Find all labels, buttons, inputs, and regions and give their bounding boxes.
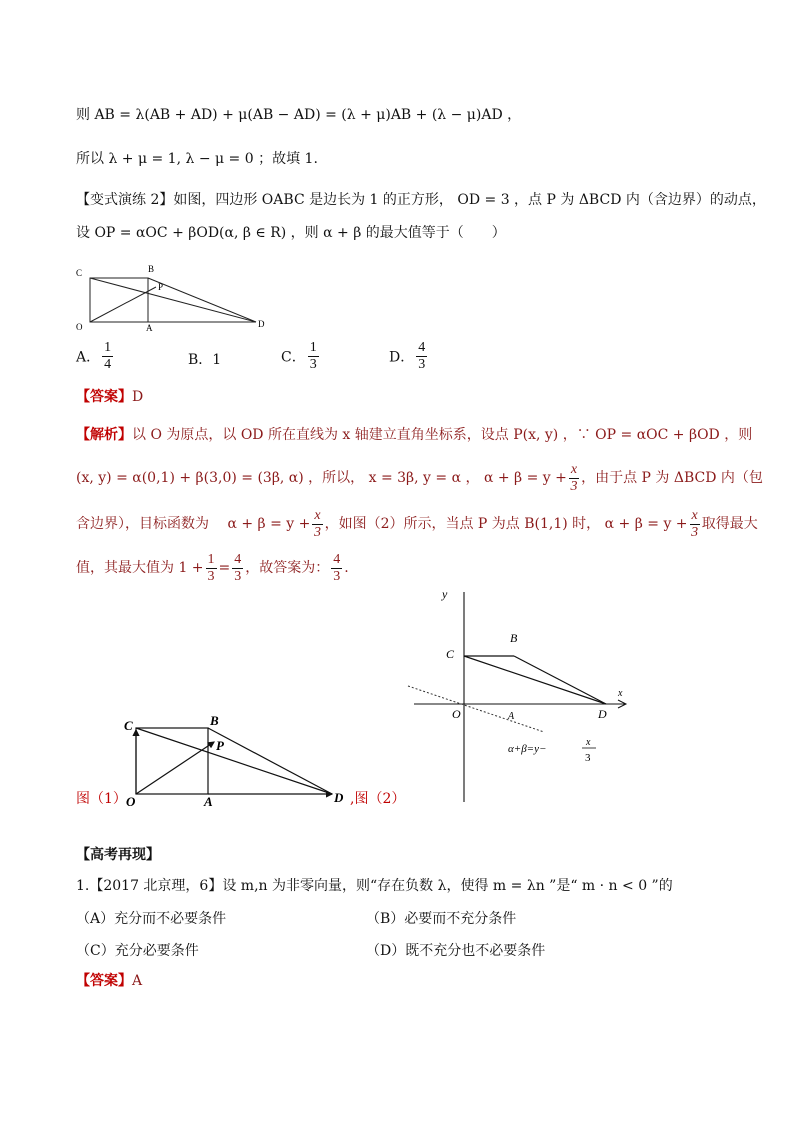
q1-option-d[interactable]: （D）既不充分也不必要条件 xyxy=(366,943,546,959)
answer-line-2 xyxy=(76,972,142,990)
label-c: C xyxy=(446,647,455,661)
answer-tag: 【答案】 xyxy=(76,973,132,989)
option-b[interactable]: B．1 xyxy=(188,352,222,368)
analysis-line-2: (x, y) = α(0,1) + β(3,0) = (3β, α) ，所以， x = 3β, y = α ， α + β = y + $\frac{x}{3}$ ，由于点 P 为 ΔBCD 内（包 xyxy=(76,461,763,494)
q1-option-c[interactable]: （C）充分必要条件 xyxy=(76,943,199,959)
fraction-1-over-3: $\frac{1}{3}$ xyxy=(207,551,215,584)
fraction-4-over-3-answer: $\frac{4}{3}$ xyxy=(333,551,341,584)
segment-bd xyxy=(514,656,606,704)
answer-line-1 xyxy=(76,388,143,406)
segment-cd xyxy=(90,278,256,322)
label-o: O xyxy=(452,707,461,721)
option-a[interactable]: A． $\frac{1}{4}$ xyxy=(76,340,112,372)
answer-value: D xyxy=(132,389,144,405)
segment-cd xyxy=(136,728,332,794)
analysis-tag: 【解析】 xyxy=(76,427,132,443)
fraction-x-over-3: $\frac{x}{3}$ xyxy=(570,461,578,494)
label-b: B xyxy=(148,264,155,274)
label-c: C xyxy=(76,268,83,278)
label-a: A xyxy=(204,794,213,809)
option-d[interactable]: D． $\frac{4}{3}$ xyxy=(389,340,426,372)
objective-line xyxy=(408,686,544,732)
derivation-line: 则 AB = λ(AB + AD) + μ(AB − AD) = (λ + μ)AB + (λ − μ)AD ， xyxy=(76,107,522,123)
fraction-x-over-3: $\frac{x}{3}$ xyxy=(691,507,699,540)
segment-bd xyxy=(208,728,332,794)
option-a-fraction: $\frac{1}{4}$ xyxy=(104,340,112,372)
problem-line-1 xyxy=(76,191,766,209)
objective-frac-3: 3 xyxy=(585,752,591,764)
vector-op xyxy=(136,742,214,794)
analysis-line-1: 【解析】以 O 为原点，以 OD 所在直线为 x 轴建立直角坐标系，设点 P(x, y) ，∵ OP = αOC + βOD ，则 xyxy=(76,427,753,443)
label-y: y xyxy=(442,587,448,601)
label-d: D xyxy=(598,707,607,721)
label-c: C xyxy=(124,718,133,733)
section-title: 【高考再现】 xyxy=(76,847,160,863)
square-oabc xyxy=(136,728,208,794)
question-1: 1.【2017 北京理，6】设 m,n 为非零向量，则“存在负数 λ，使得 m = λn ”是“ m · n < 0 ”的 xyxy=(76,878,673,894)
problem-tag: 【变式演练 2】 xyxy=(76,192,174,208)
option-c[interactable]: C． $\frac{1}{3}$ xyxy=(281,340,317,372)
fraction-4-over-3: $\frac{4}{3}$ xyxy=(234,551,242,584)
square-oabc xyxy=(90,278,148,322)
figure-2 xyxy=(404,584,640,804)
answer-tag: 【答案】 xyxy=(76,389,132,405)
label-o: O xyxy=(76,322,83,332)
label-x: x xyxy=(618,688,623,699)
label-p: P xyxy=(158,282,164,292)
option-d-fraction: $\frac{4}{3}$ xyxy=(418,340,426,372)
label-p: P xyxy=(216,738,224,753)
label-a: A xyxy=(508,711,515,722)
option-c-fraction: $\frac{1}{3}$ xyxy=(309,340,317,372)
q1-option-b[interactable]: （B）必要而不充分条件 xyxy=(366,911,517,927)
problem-line-2: 设 OP = αOC + βOD(α, β ∈ R) ，则 α + β 的最大值等于（ ） xyxy=(76,225,506,241)
label-b: B xyxy=(210,713,219,728)
q1-option-a[interactable]: （A）充分而不必要条件 xyxy=(76,911,227,927)
segment-cd xyxy=(464,656,606,704)
conclusion-line: 所以 λ + μ = 1, λ − μ = 0 ；故填 1. xyxy=(76,151,318,167)
label-d: D xyxy=(334,790,344,805)
caption-fig1: 图（1） xyxy=(76,791,127,807)
caption-fig2: ,图（2） xyxy=(350,791,406,807)
segment-op xyxy=(90,287,156,322)
label-b: B xyxy=(510,631,518,645)
analysis-line-3: 含边界），目标函数为 α + β = y + $\frac{x}{3}$ ，如图（2）所示，当点 P 为点 B(1,1) 时， α + β = y + $\frac{x}{3}$ 取得最大 xyxy=(76,507,758,540)
segment-bd xyxy=(148,278,256,322)
problem-text-a: 如图，四边形 OABC 是边长为 1 的正方形， OD = 3 ，点 P 为 ΔBCD 内（含边界）的动点， xyxy=(173,192,766,208)
objective-frac-x: x xyxy=(586,737,591,748)
analysis-line-4: 值，其最大值为 1 + $\frac{1}{3}$ = $\frac{4}{3}$ ，故答案为： $\frac{4}{3}$ . xyxy=(76,551,349,584)
figure-1 xyxy=(116,712,352,812)
fraction-x-over-3: $\frac{x}{3}$ xyxy=(313,507,321,540)
label-d: D xyxy=(258,319,265,329)
objective-label: α+β=y− xyxy=(508,743,547,755)
label-o: O xyxy=(126,794,136,809)
problem-figure xyxy=(72,262,272,334)
label-a: A xyxy=(146,323,153,333)
answer-value: A xyxy=(132,973,143,989)
